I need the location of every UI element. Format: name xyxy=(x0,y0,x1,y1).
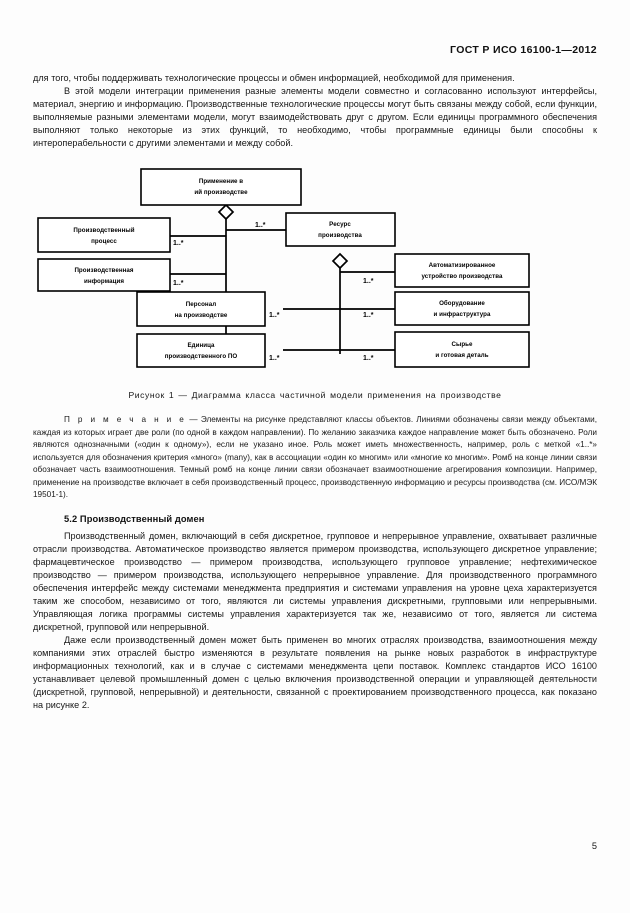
note-body: — Элементы на рисунке представляют классы объектов. Линиями обозначены связи между объектами, каждая из которых играет две роли (по одной в каждом направлении). По желанию заказчика каждое направление может быть обозначено. Роли являются однозначными («один к одному»), если не указано иное. Роль может иметь множественность, например, роль с меткой «1..*» используется для обозначения критерия «многo» (many), как в ассоциации «один ко многим» или «многие ко многим». Ромб на конце линии связи обозначает часть взаимоотношения. Темный ромб на конце линии связи обозначает взаимоотношение агрегирования композиции. Например, применение на производстве включает в себя производственный процесс, производственную информацию и ресурсы производства (см. ИСО/МЭК 19501-1). xyxy=(33,415,597,500)
document-body xyxy=(33,72,597,712)
page-number: 5 xyxy=(591,841,597,851)
class-box-application-rect xyxy=(141,169,301,205)
class-box-software-unit[interactable] xyxy=(137,334,265,367)
class-box-device-line1: Автоматизированное xyxy=(428,262,496,270)
class-box-equipment-line1: Оборудование xyxy=(439,300,485,308)
paragraph-1: для того, чтобы поддерживать технологические процессы и обмен информацией, необходимой для применения. xyxy=(33,73,515,83)
multiplicity-software-unit: 1..* xyxy=(269,355,280,363)
class-box-process-rect xyxy=(38,218,170,252)
multiplicity-personnel: 1..* xyxy=(269,312,280,320)
class-box-personnel-line2: на производстве xyxy=(174,312,228,320)
class-box-resource[interactable] xyxy=(286,213,395,246)
class-box-process-line2: процесс xyxy=(91,238,117,246)
diamond-application xyxy=(219,205,233,219)
multiplicity-process: 1..* xyxy=(173,240,184,248)
note-label: П р и м е ч а н и е xyxy=(64,415,187,425)
class-box-resource-rect xyxy=(286,213,395,246)
class-box-material[interactable] xyxy=(395,332,529,367)
section-heading-5-2: 5.2 Производственный домен xyxy=(64,513,205,524)
class-box-resource-line1: Ресурс xyxy=(329,221,351,229)
class-box-equipment-line2: и инфраструктура xyxy=(433,311,491,319)
class-box-process[interactable] xyxy=(38,218,170,252)
multiplicity-device: 1..* xyxy=(363,278,374,286)
class-box-equipment[interactable] xyxy=(395,292,529,325)
class-box-device-line2: устройство производства xyxy=(421,273,503,281)
multiplicity-material: 1..* xyxy=(363,355,374,363)
multiplicity-equipment: 1..* xyxy=(363,312,374,320)
class-box-resource-line2: производства xyxy=(318,232,362,240)
class-box-information-line2: информация xyxy=(83,278,125,286)
class-box-application[interactable] xyxy=(141,169,301,205)
class-box-information-rect xyxy=(38,259,170,291)
class-box-process-line1: Производственный xyxy=(73,227,135,235)
class-box-personnel[interactable] xyxy=(137,292,265,326)
figure-1 xyxy=(33,164,597,382)
class-box-software-unit-line2: производственного ПО xyxy=(164,353,238,361)
paragraph-2: В этой модели интеграции применения разные элементы модели совместно и согласованно используют интерфейсы, материал, энергию и информацию. Производственные технологические процессы могут быть связаны между собой, если функции, выполняемые разными элементами модели, могут взаимодействовать друг с другом. Если единицы программного обеспечения выполняют только некоторые из этих функций, то необходимо, чтобы программные единицы были способны к интероперабельности с другими элементами и между собой. xyxy=(33,86,597,149)
class-box-software-unit-rect xyxy=(137,334,265,367)
class-box-equipment-rect xyxy=(395,292,529,325)
class-box-information-line1: Производственная xyxy=(74,267,134,275)
class-box-software-unit-line1: Единица xyxy=(187,342,215,350)
uml-class-diagram xyxy=(33,164,597,382)
class-box-device[interactable] xyxy=(395,254,529,287)
class-box-information[interactable] xyxy=(38,259,170,291)
multiplicity-information: 1..* xyxy=(173,280,184,288)
diamond-resource xyxy=(333,254,347,268)
class-box-personnel-rect xyxy=(137,292,265,326)
figure-1-caption: Рисунок 1 — Диаграмма класса частичной модели применения на производстве xyxy=(128,390,502,401)
class-box-personnel-line1: Персонал xyxy=(185,301,217,309)
class-box-material-line1: Сырье xyxy=(451,341,473,349)
class-box-material-line2: и готовая деталь xyxy=(435,352,489,360)
class-box-application-line2: ий производстве xyxy=(194,189,248,197)
class-box-device-rect xyxy=(395,254,529,287)
class-box-application-line1: Применение в xyxy=(198,178,244,186)
class-box-material-rect xyxy=(395,332,529,367)
paragraph-4: Даже если производственный домен может быть применен во многих отраслях производства, взаимоотношения между компаниями этих отраслей быстро изменяются в результате появления на рынке новых разработок в инфраструктуре информационных технологий, как и в случае с системами менеджмента цепи поставок. Комплекс стандартов ИСО 16100 устанавливает целевой промышленный домен с целью включения производственной операции и управляющей деятельности (дискретной, групповой, непрерывной) и деятельности, связанной с проектированием производственного процесса, как показано на рисунке 2. xyxy=(33,635,597,711)
multiplicity-resource: 1..* xyxy=(255,222,266,230)
paragraph-3: Производственный домен, включающий в себя дискретное, групповое и непрерывное управление, охватывает различные отрасли производства. Автоматическое производство является примером производства, использующего дискретное управление; фармацевтическое производство — примером производства, использующего групповое управление; нефтехимическое производство — примером производства, использующего непрерывное управление. Для производственного программного обеспечения интерфейс между системами менеджмента предприятия и системами управления на уровне цеха характеризуется таким же способом, независимо от того, являются ли системы управления дискретными, групповыми или непрерывными. Управляющая логика программы системы управления характеризуется так же, независимо от того, является ли система дискретной, групповой или непрерывной. xyxy=(33,530,597,633)
page-header-standard-title: ГОСТ Р ИСО 16100-1—2012 xyxy=(450,44,597,56)
note-paragraph xyxy=(33,414,597,502)
